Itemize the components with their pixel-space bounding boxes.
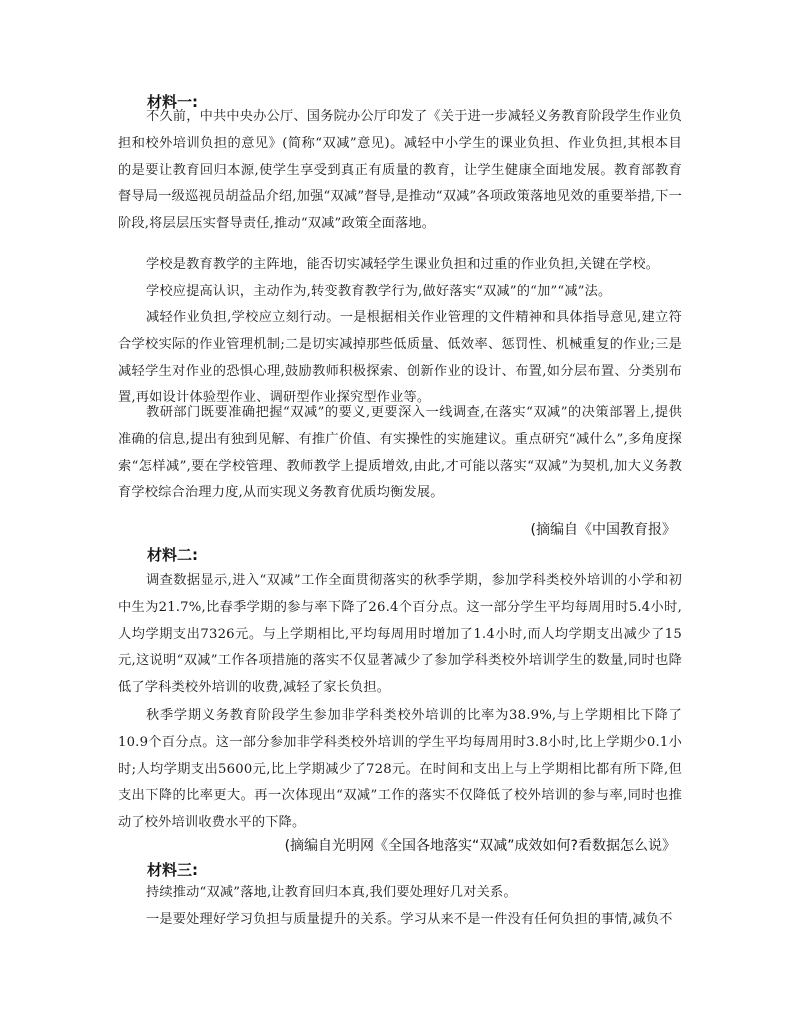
material-1-paragraph-5: 教研部门既要准确把握“双减”的要义,更要深入一线调查,在落实“双减”的决策部署上,提供准确的信息,提出有独到见解、有推广价值、有实操性的实施建议。重点研究“减什么”,多角度探索“怎样减”,要在学校管理、教师教学上提质增效,由此,才可能以落实“双减”为契机,加大义务教育学校综合治理力度,从而实现义务教育优质均衡发展。 <box>118 405 682 501</box>
material-1-paragraph-3: 学校应提高认识，主动作为,转变教育教学行为,做好落实“双减”的“加”“减”法。 <box>146 284 612 299</box>
material-2-source: (摘编自光明网《全国各地落实“双减”成效如何?看数据怎么说》 <box>284 838 676 854</box>
material-2-heading: 材料二: <box>147 546 198 564</box>
material-1-paragraph-1: 不久前，中共中央办公厅、国务院办公厅印发了《关于进一步减轻义务教育阶段学生作业负担和校外培训负担的意见》(简称“双减”意见)。减轻中小学生的课业负担、作业负担,其根本目的是要让教育回归本源,使学生享受到真正有质量的教育，让学生健康全面地发展。教育部教育督导局一级巡视员胡益品介绍,加强“双减”督导,是推动“双减”各项政策落地见效的重要举措,下一阶段,将层层压实督导责任,推动“双减”政策全面落地。 <box>118 109 682 232</box>
material-3-paragraph-2: 一是要处理好学习负担与质量提升的关系。学习从来不是一件没有任何负担的事情,减负不 <box>146 912 673 927</box>
material-2-paragraph-2: 秋季学期义务教育阶段学生参加非学科类校外培训的比率为38.9%,与上学期相比下降了10.9个百分点。这一部分参加非学科类校外培训的学生平均每周用时3.8小时,比上学期少0.1小时;人均学期支出5600元,比上学期减少了728元。在时间和支出上与上学期相比都有所下降,但支出下降的比率更大。再一次体现出“双减”工作的落实不仅降低了校外培训的参与率,同时也推动了校外培训收费水平的下降。 <box>118 708 682 831</box>
material-2-paragraph-1: 调查数据显示,进入“双减”工作全面贯彻落实的秋季学期，参加学科类校外培训的小学和初中生为21.7%,比春季学期的参与率下降了26.4个百分点。这一部分学生平均每周用时5.4小时,人均学期支出7326元。与上学期相比,平均每周用时增加了1.4小时,而人均学期支出减少了15元,这说明“双减”工作各项措施的落实不仅显著减少了参加学科类校外培训学生的数量,同时也降低了学科类校外培训的收费,减轻了家长负担。 <box>118 573 682 696</box>
material-3-paragraph-1: 持续推动“双减”落地,让教育回归本真,我们要处理好几对关系。 <box>146 885 517 900</box>
material-1-paragraph-2: 学校是教育教学的主阵地，能否切实减轻学生课业负担和过重的作业负担,关键在学校。 <box>146 257 660 272</box>
material-1-paragraph-4: 减轻作业负担,学校应立刻行动。一是根据相关作业管理的文件精神和具体指导意见,建立符合学校实际的作业管理机制;二是切实减掉那些低质量、低效率、惩罚性、机械重复的作业;三是减轻学生对作业的恐惧心理,鼓励教师积极探索、创新作业的设计、布置,如分层布置、分类别布置,再如设计体验型作业、调研型作业探究型作业等。 <box>118 310 682 406</box>
material-1-heading: 材料一: <box>147 93 198 111</box>
material-1-source: (摘编自《中国教育报》 <box>530 522 676 538</box>
material-3-heading: 材料三: <box>147 861 198 879</box>
